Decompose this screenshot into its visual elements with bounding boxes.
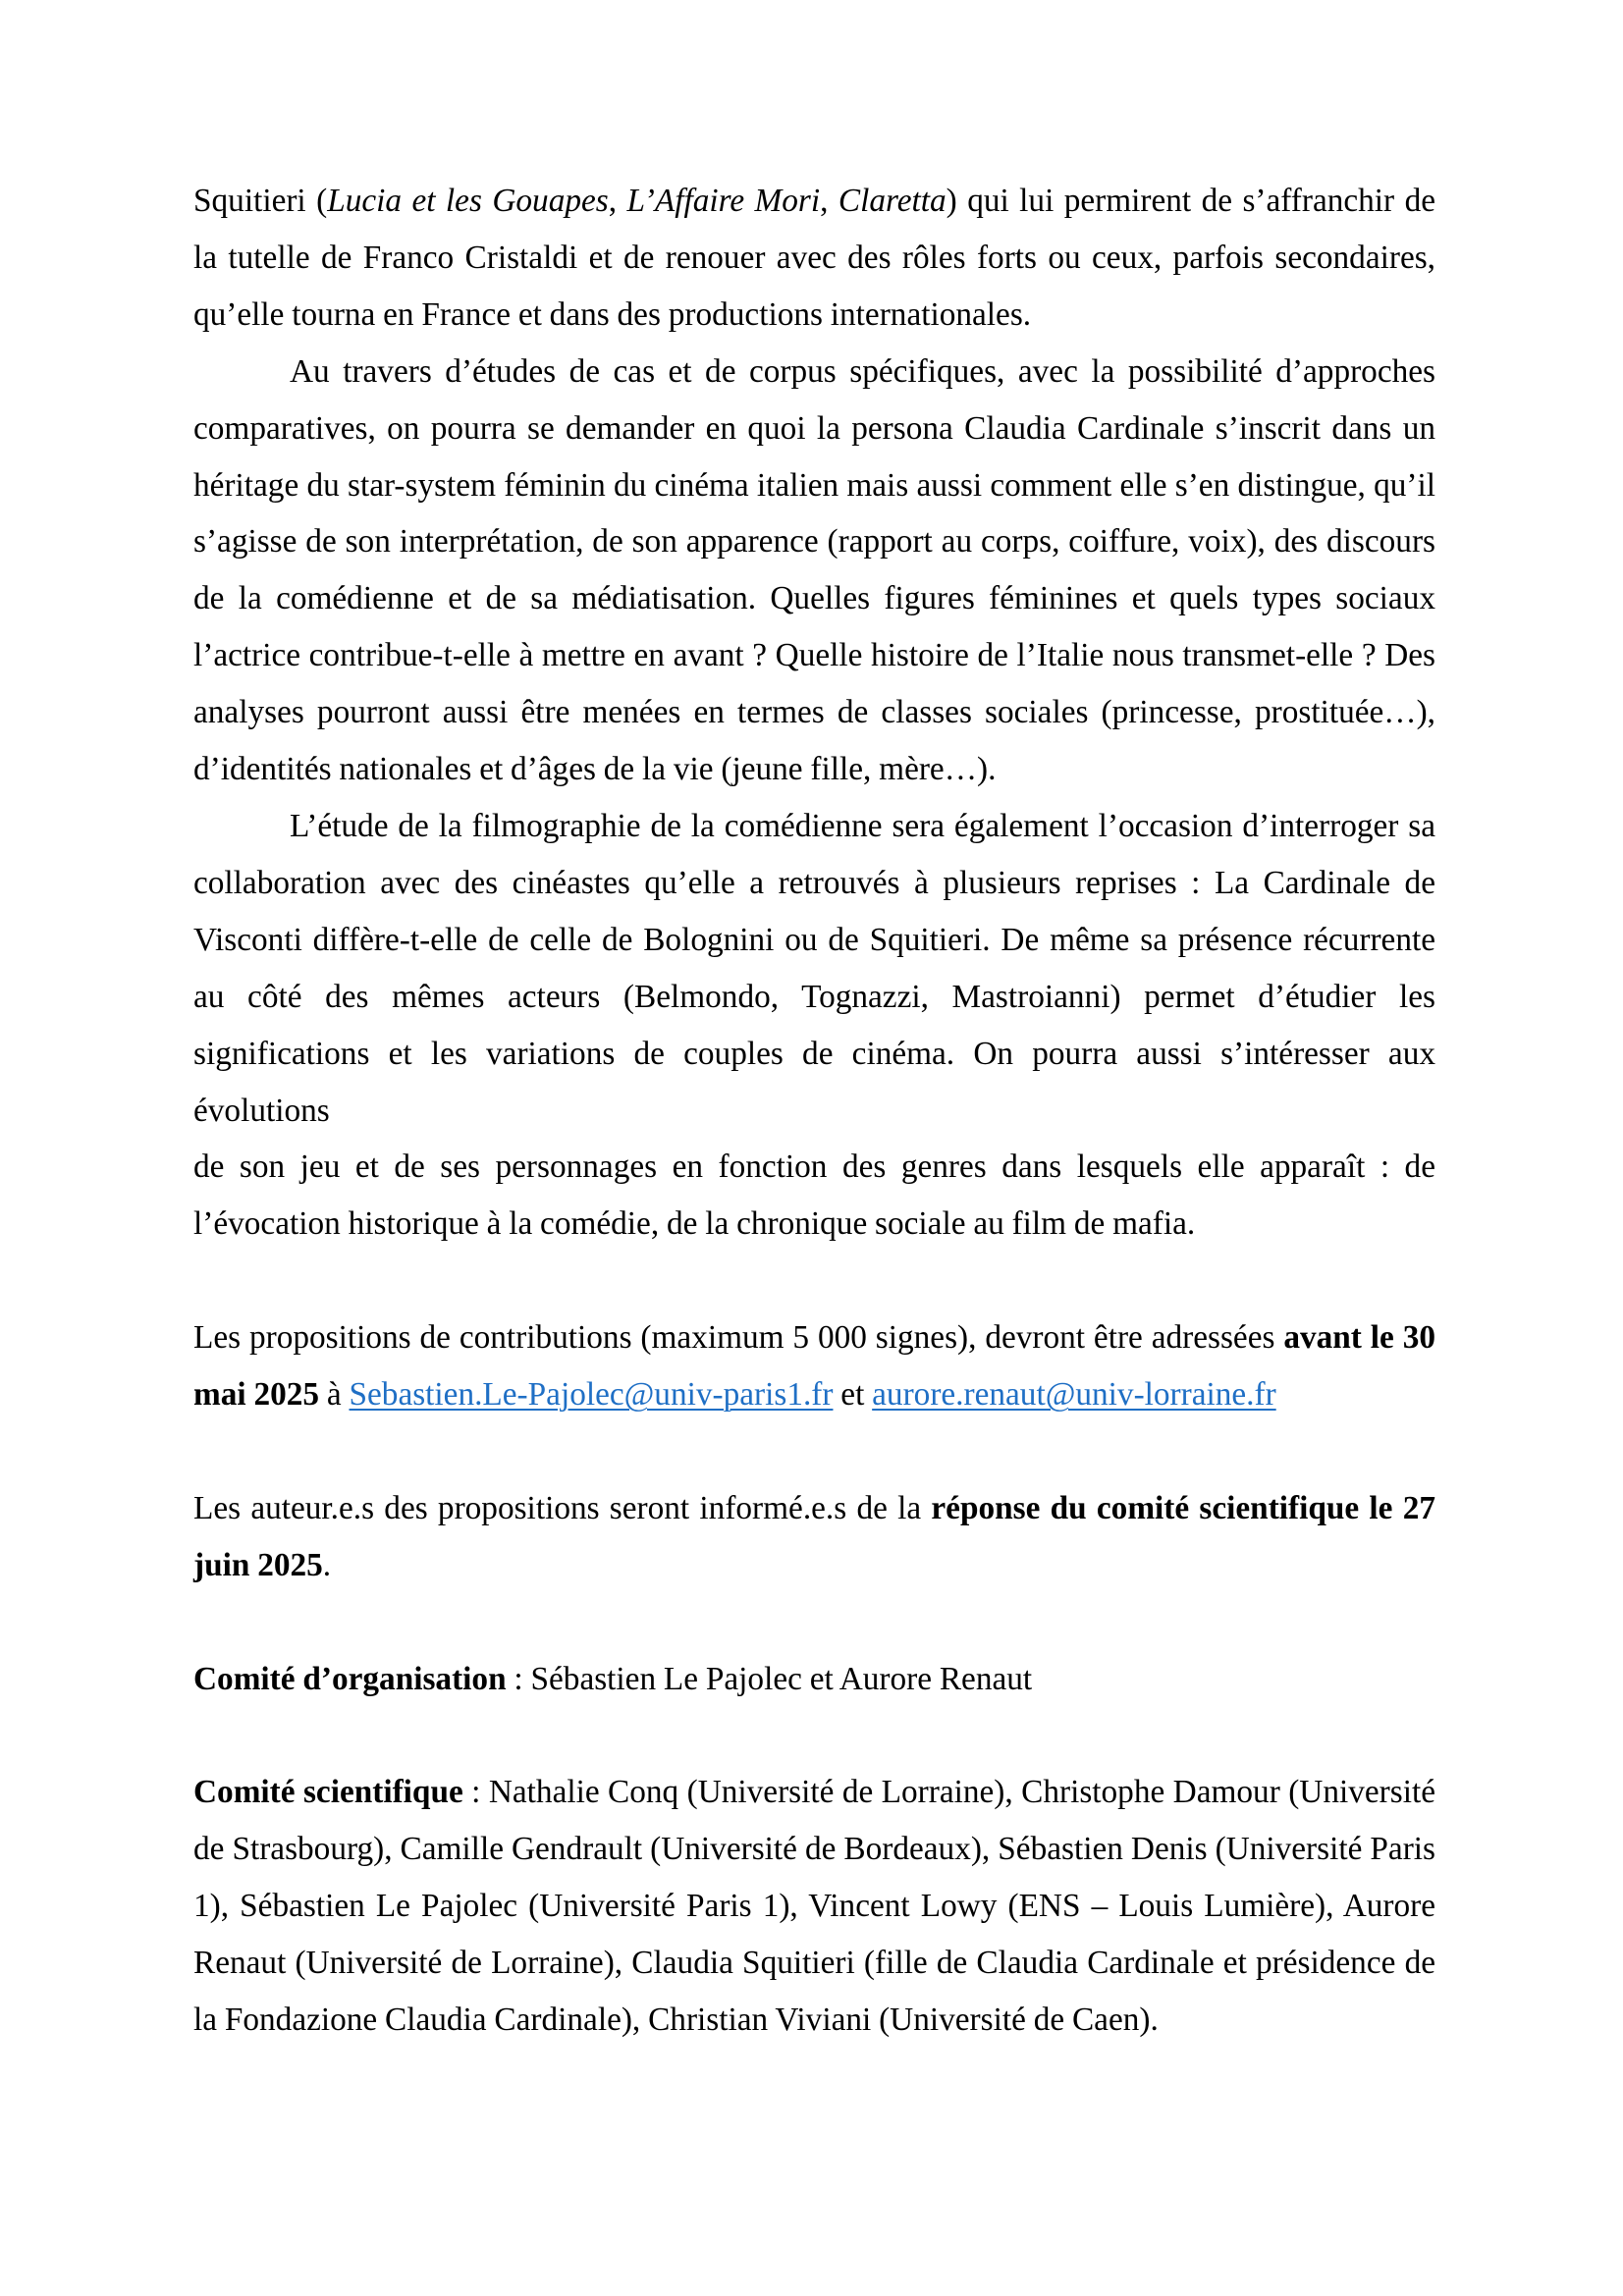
italic-title: L’Affaire Mori [626, 183, 821, 219]
text-run: l’actrice contribue-t-elle à mettre en avant ? Quelle histoire de l’Italie nous transmet-elle ? Des [193, 637, 1435, 674]
blank-line [193, 1594, 1435, 1651]
bold-text: avant le 30 [1283, 1319, 1435, 1357]
text-run: héritage du star-system féminin du cinéma italien mais aussi comment elle s’en distingue, qu’il [193, 466, 1435, 504]
text-line [193, 1651, 1435, 1708]
text-run: L’étude de la filmographie de la comédienne sera également l’occasion d’interroger sa [290, 807, 1435, 844]
bold-text: Comité d’organisation [193, 1660, 507, 1697]
bold-text: mai 2025 [193, 1376, 320, 1414]
paragraph-propositions [193, 1309, 1435, 1423]
text-line [193, 1821, 1435, 1878]
text-line [193, 570, 1435, 627]
italic-title: Claretta [838, 183, 947, 219]
text-run: : Sébastien Le Pajolec et Aurore Renaut [506, 1660, 1033, 1697]
email-link-le-pajolec[interactable]: Sebastien.Le-Pajolec@univ-paris1.fr [349, 1376, 834, 1414]
text-run: d’identités nationales et d’âges de la vie (jeune fille, mère…). [193, 751, 997, 788]
text-run: 1), Sébastien Le Pajolec (Université Paris 1), Vincent Lowy (ENS – Louis Lumière), Aurore [193, 1888, 1435, 1925]
paragraph-reponse-comite [193, 1480, 1435, 1594]
text-line [193, 287, 1435, 344]
text-line [193, 1764, 1435, 1821]
text-line [193, 457, 1435, 514]
text-line [193, 344, 1435, 400]
text-line [193, 230, 1435, 287]
blank-line [193, 1253, 1435, 1309]
text-line [193, 1139, 1435, 1196]
text-run: de la comédienne et de sa médiatisation. Quelles figures féminines et quels types sociaux [193, 580, 1435, 617]
text-line [193, 1026, 1435, 1140]
text-run: Au travers d’études de cas et de corpus spécifiques, avec la possibilité d’approches [290, 352, 1435, 390]
paragraph-comite-scientifique [193, 1764, 1435, 2049]
text-line [193, 1537, 1435, 1594]
text-run: Visconti diffère-t-elle de celle de Bolognini ou de Squitieri. De même sa présence récurrente [193, 921, 1435, 958]
text-line [193, 1196, 1435, 1253]
text-run: au côté des mêmes acteurs (Belmondo, Tognazzi, Mastroianni) permet d’étudier les [193, 978, 1435, 1015]
text-run: qu’elle tourna en France et dans des productions internationales. [193, 295, 1032, 333]
text-line [193, 798, 1435, 855]
text-run: Les propositions de contributions (maximum 5 000 signes), devront être adressées [193, 1319, 1284, 1357]
text-run: l’évocation historique à la comédie, de la chronique sociale au film de mafia. [193, 1205, 1196, 1243]
text-line [193, 969, 1435, 1026]
paragraph-filmographie [193, 798, 1435, 1253]
bold-text: réponse du comité scientifique le 27 [931, 1489, 1435, 1526]
bold-text: juin 2025 [193, 1546, 323, 1583]
text-run: : Nathalie Conq (Université de Lorraine), Christophe Damour (Université [462, 1774, 1435, 1811]
text-run: , [820, 183, 839, 219]
document-body [193, 0, 1435, 2049]
text-run: la tutelle de Franco Cristaldi et de renouer avec des rôles forts ou ceux, parfois secondaires, [193, 239, 1435, 276]
text-line [193, 513, 1435, 570]
text-run: . [322, 1546, 332, 1583]
paragraph-etudes-de-cas [193, 344, 1435, 798]
text-run: analyses pourront aussi être menées en termes de classes sociales (princesse, prostituée…), [193, 694, 1435, 731]
text-run: collaboration avec des cinéastes qu’elle a retrouvés à plusieurs reprises : La Cardinale de [193, 864, 1435, 901]
text-line [193, 627, 1435, 684]
text-line [193, 1878, 1435, 1935]
text-line [193, 1309, 1435, 1366]
text-run: Squitieri ( [193, 183, 328, 219]
text-line [193, 400, 1435, 457]
text-run: , [608, 183, 627, 219]
text-run: comparatives, on pourra se demander en quoi la persona Claudia Cardinale s’inscrit dans un [193, 409, 1435, 447]
text-line [193, 684, 1435, 741]
email-link-renaut[interactable]: aurore.renaut@univ-lorraine.fr [872, 1376, 1276, 1414]
blank-line [193, 1707, 1435, 1764]
text-line [193, 855, 1435, 912]
paragraph-comite-organisation [193, 1651, 1435, 1708]
text-line [193, 1992, 1435, 2049]
text-line [193, 1366, 1435, 1423]
text-run: significations et les variations de couples de cinéma. On pourra aussi s’intéresser aux évolutions [193, 1035, 1435, 1129]
blank-line [193, 1423, 1435, 1480]
text-run: et [833, 1376, 873, 1414]
text-run: ) qui lui permirent de s’affranchir de [946, 183, 1435, 219]
bold-text: Comité scientifique [193, 1774, 463, 1811]
text-line [193, 1480, 1435, 1537]
text-run: de son jeu et de ses personnages en fonction des genres dans lesquels elle apparaît : de [193, 1148, 1435, 1186]
text-run: s’agisse de son interprétation, de son apparence (rapport au corps, coiffure, voix), des discours [193, 523, 1435, 561]
text-line [193, 741, 1435, 798]
text-run: à [319, 1376, 350, 1414]
text-line [193, 1935, 1435, 1992]
text-run: de Strasbourg), Camille Gendrault (Université de Bordeaux), Sébastien Denis (Université Paris [193, 1831, 1435, 1868]
paragraph-continued-squitieri [193, 173, 1435, 344]
text-run: Les auteur.e.s des propositions seront informé.e.s de la [193, 1489, 932, 1526]
text-run: la Fondazione Claudia Cardinale), Christian Viviani (Université de Caen). [193, 2001, 1159, 2038]
text-run: Renaut (Université de Lorraine), Claudia Squitieri (fille de Claudia Cardinale et présidence de [193, 1945, 1435, 1982]
text-line [193, 912, 1435, 969]
italic-title: Lucia et les Gouapes [327, 183, 609, 219]
text-line [193, 173, 1435, 230]
